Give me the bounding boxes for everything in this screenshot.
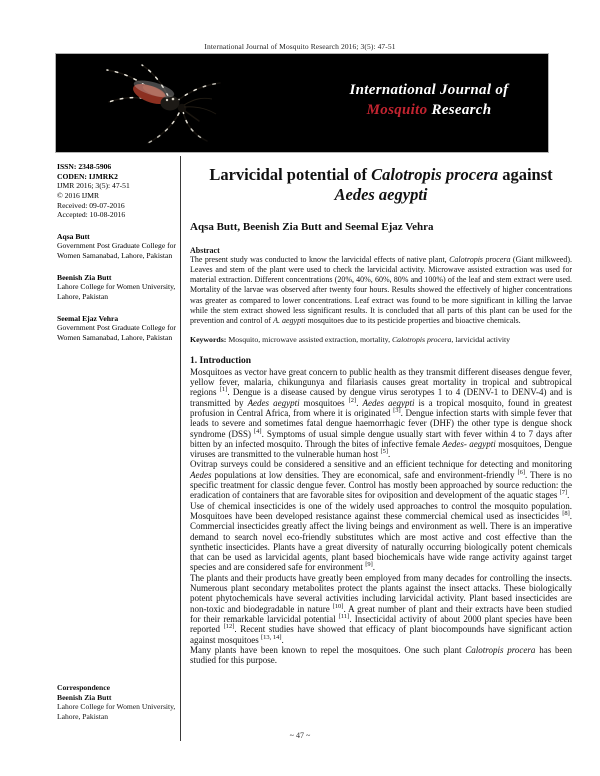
article-authors: Aqsa Butt, Beenish Zia Butt and Seemal Ejaz Vehra bbox=[190, 221, 434, 234]
coden-line: CODEN: IJMRK2 bbox=[57, 171, 118, 181]
paragraph: Mosquitoes as vector have great concern to public health as they transmit different diseases dengue fever, yellow fever, malaria, chikungunya and filariasis causes great mortality in tropical and subtropical regions [1]. Dengue is a disease caused by dengue virus serotypes 1 to 4 (DENV-1 to DENV-4) and is transmitted by Aedes aegypti mosquitoes [2]. Aedes aegypti is a tropical mosquito, found in greatest profusion in Central Africa, from where it is originated [3]. Dengue infection starts with simple fever that leads to severe and sometimes fatal dengue haemorrhagic fever (DHF) the other type is dengue shock syndrome (DSS) [4]. Symptoms of usual simple dengue usually start with fever within 4 to 7 days after bitten by an infected mosquito. Through the bites of infective female Aedes- aegypti mosquitoes, Dengue viruses are transmitted to the vulnerable human host [5]. bbox=[190, 366, 573, 460]
volume-issue-line: IJMR 2016; 3(5): 47-51 bbox=[57, 181, 130, 191]
correspondence-label: Correspondence bbox=[57, 683, 111, 692]
article-content bbox=[190, 165, 572, 665]
issn-line: ISSN: 2348-5906 bbox=[57, 162, 112, 171]
author-affiliation: Lahore College for Women University, Lahore, Pakistan bbox=[57, 282, 176, 302]
mosquito-photo bbox=[56, 54, 308, 152]
author-affiliation: Government Post Graduate College for Women Samanabad, Lahore, Pakistan bbox=[57, 241, 176, 261]
author-name: Beenish Zia Butt bbox=[57, 272, 112, 282]
author-affiliation-block bbox=[57, 314, 177, 343]
journal-title-word-mosquito: Mosquito bbox=[366, 102, 428, 118]
journal-banner bbox=[55, 53, 549, 153]
sidebar-metadata bbox=[57, 162, 177, 343]
journal-title-line2 bbox=[314, 102, 544, 119]
page-number: ~ 47 ~ bbox=[289, 731, 311, 740]
accepted-date-line: Accepted: 10-08-2016 bbox=[57, 210, 126, 220]
section-heading-introduction: 1. Introduction bbox=[190, 355, 252, 366]
author-affiliation: Government Post Graduate College for Women Samanabad, Lahore, Pakistan bbox=[57, 323, 176, 342]
introduction-paragraphs bbox=[190, 367, 572, 666]
correspondence-affiliation: Lahore College for Women University, Lahore, Pakistan bbox=[57, 702, 176, 721]
correspondence-block bbox=[57, 683, 177, 722]
received-date-line: Received: 09-07-2016 bbox=[57, 200, 125, 210]
abstract-heading: Abstract bbox=[190, 246, 220, 256]
article-title-line1: Larvicidal potential of Calotropis procera against bbox=[209, 165, 553, 184]
correspondence-author-name: Beenish Zia Butt bbox=[57, 692, 112, 702]
author-name: Aqsa Butt bbox=[57, 231, 90, 241]
column-divider-line bbox=[180, 156, 181, 741]
journal-title-line1: International Journal of bbox=[349, 82, 509, 98]
paragraph: Ovitrap surveys could be considered a sensitive and an efficient technique for detecting and monitoring Aedes populations at low densities. They are economical, safe and environment-friendly [6]. There is no specific treatment for classic dengue fever. Control has mostly been approached by source reduction: the eradication of containers that are favorable sites for oviposition and development of the aquatic stages [7]. bbox=[190, 459, 572, 501]
abstract-text: The present study was conducted to know the larvicidal effects of native plant, Calotropis procera (Giant milkweed). Leaves and stem of the plant were used to check the larvicidal activity. Microwave assisted extraction was used for material extraction. Different concentrations (20%, 40%, 60%, 80% and 100%) of the leaf and stem extract were used. Mortality of the larvae was observed after twenty four hours. Results showed the effectively of higher concentrations was greater as compared to lower concentrations. Leaf extract was found to be more significant in killing the larvae while the stem extract showed less significant results. It is concluded that all parts of this plant can be used for the prevention and control of A. aegypti mosquitoes due to its pesticide properties and bioactive chemicals. bbox=[190, 255, 572, 325]
paragraph: Use of chemical insecticides is one of the widely used approaches to control the mosquito population. Mosquitoes have been developed resistance against these commercial chemical used as insecticides [8]. Commercial insecticides greatly affect the living beings and environment as well. There is an imperative demand to search novel eco-friendly substitutes which are most active and cost effective than the synthetic insecticides. Plants have a great diversity of naturally occurring biologically potent chemicals that can be used as larvicidal agents, plant based biochemicals have wide range activity against target species and are considered safe for environment [9]. bbox=[190, 500, 572, 573]
running-head-citation: International Journal of Mosquito Research 2016; 3(5): 47-51 bbox=[204, 42, 396, 51]
author-name: Seemal Ejaz Vehra bbox=[57, 313, 119, 323]
article-title bbox=[190, 165, 572, 205]
journal-meta-block bbox=[57, 162, 177, 220]
photo-fade-overlay bbox=[56, 54, 308, 152]
copyright-line: © 2016 IJMR bbox=[57, 190, 100, 200]
paragraph: Many plants have been known to repel the mosquitoes. One such plant Calotropis procera has been studied for this purpose. bbox=[190, 644, 572, 666]
author-affiliation-block bbox=[57, 232, 177, 261]
paragraph: The plants and their products have greatly been employed from many decades for controlling the insects. Numerous plant secondary metabolites protect the plants against the insect attacks. These biologically potent phytochemicals have several activities including larvicidal activity. Plant based insecticides are non-toxic and biodegradable in nature [10]. A great number of plant and their extracts have been studied for their remarkable larvicidal potential [11]. Insecticidal activity of about 2000 plant species have been reported [12]. Recent studies have showed that efficacy of plant biocompounds have significant action against mosquitoes [13, 14]. bbox=[190, 572, 573, 645]
keywords-line: Keywords: Mosquito, microwave assisted extraction, mortality, Calotropis procera, larvicidal activity bbox=[190, 334, 511, 344]
journal-title-word-research: Research bbox=[427, 102, 492, 118]
article-title-line2: Aedes aegypti bbox=[334, 185, 428, 205]
journal-title bbox=[314, 82, 544, 119]
author-affiliation-block bbox=[57, 273, 177, 302]
